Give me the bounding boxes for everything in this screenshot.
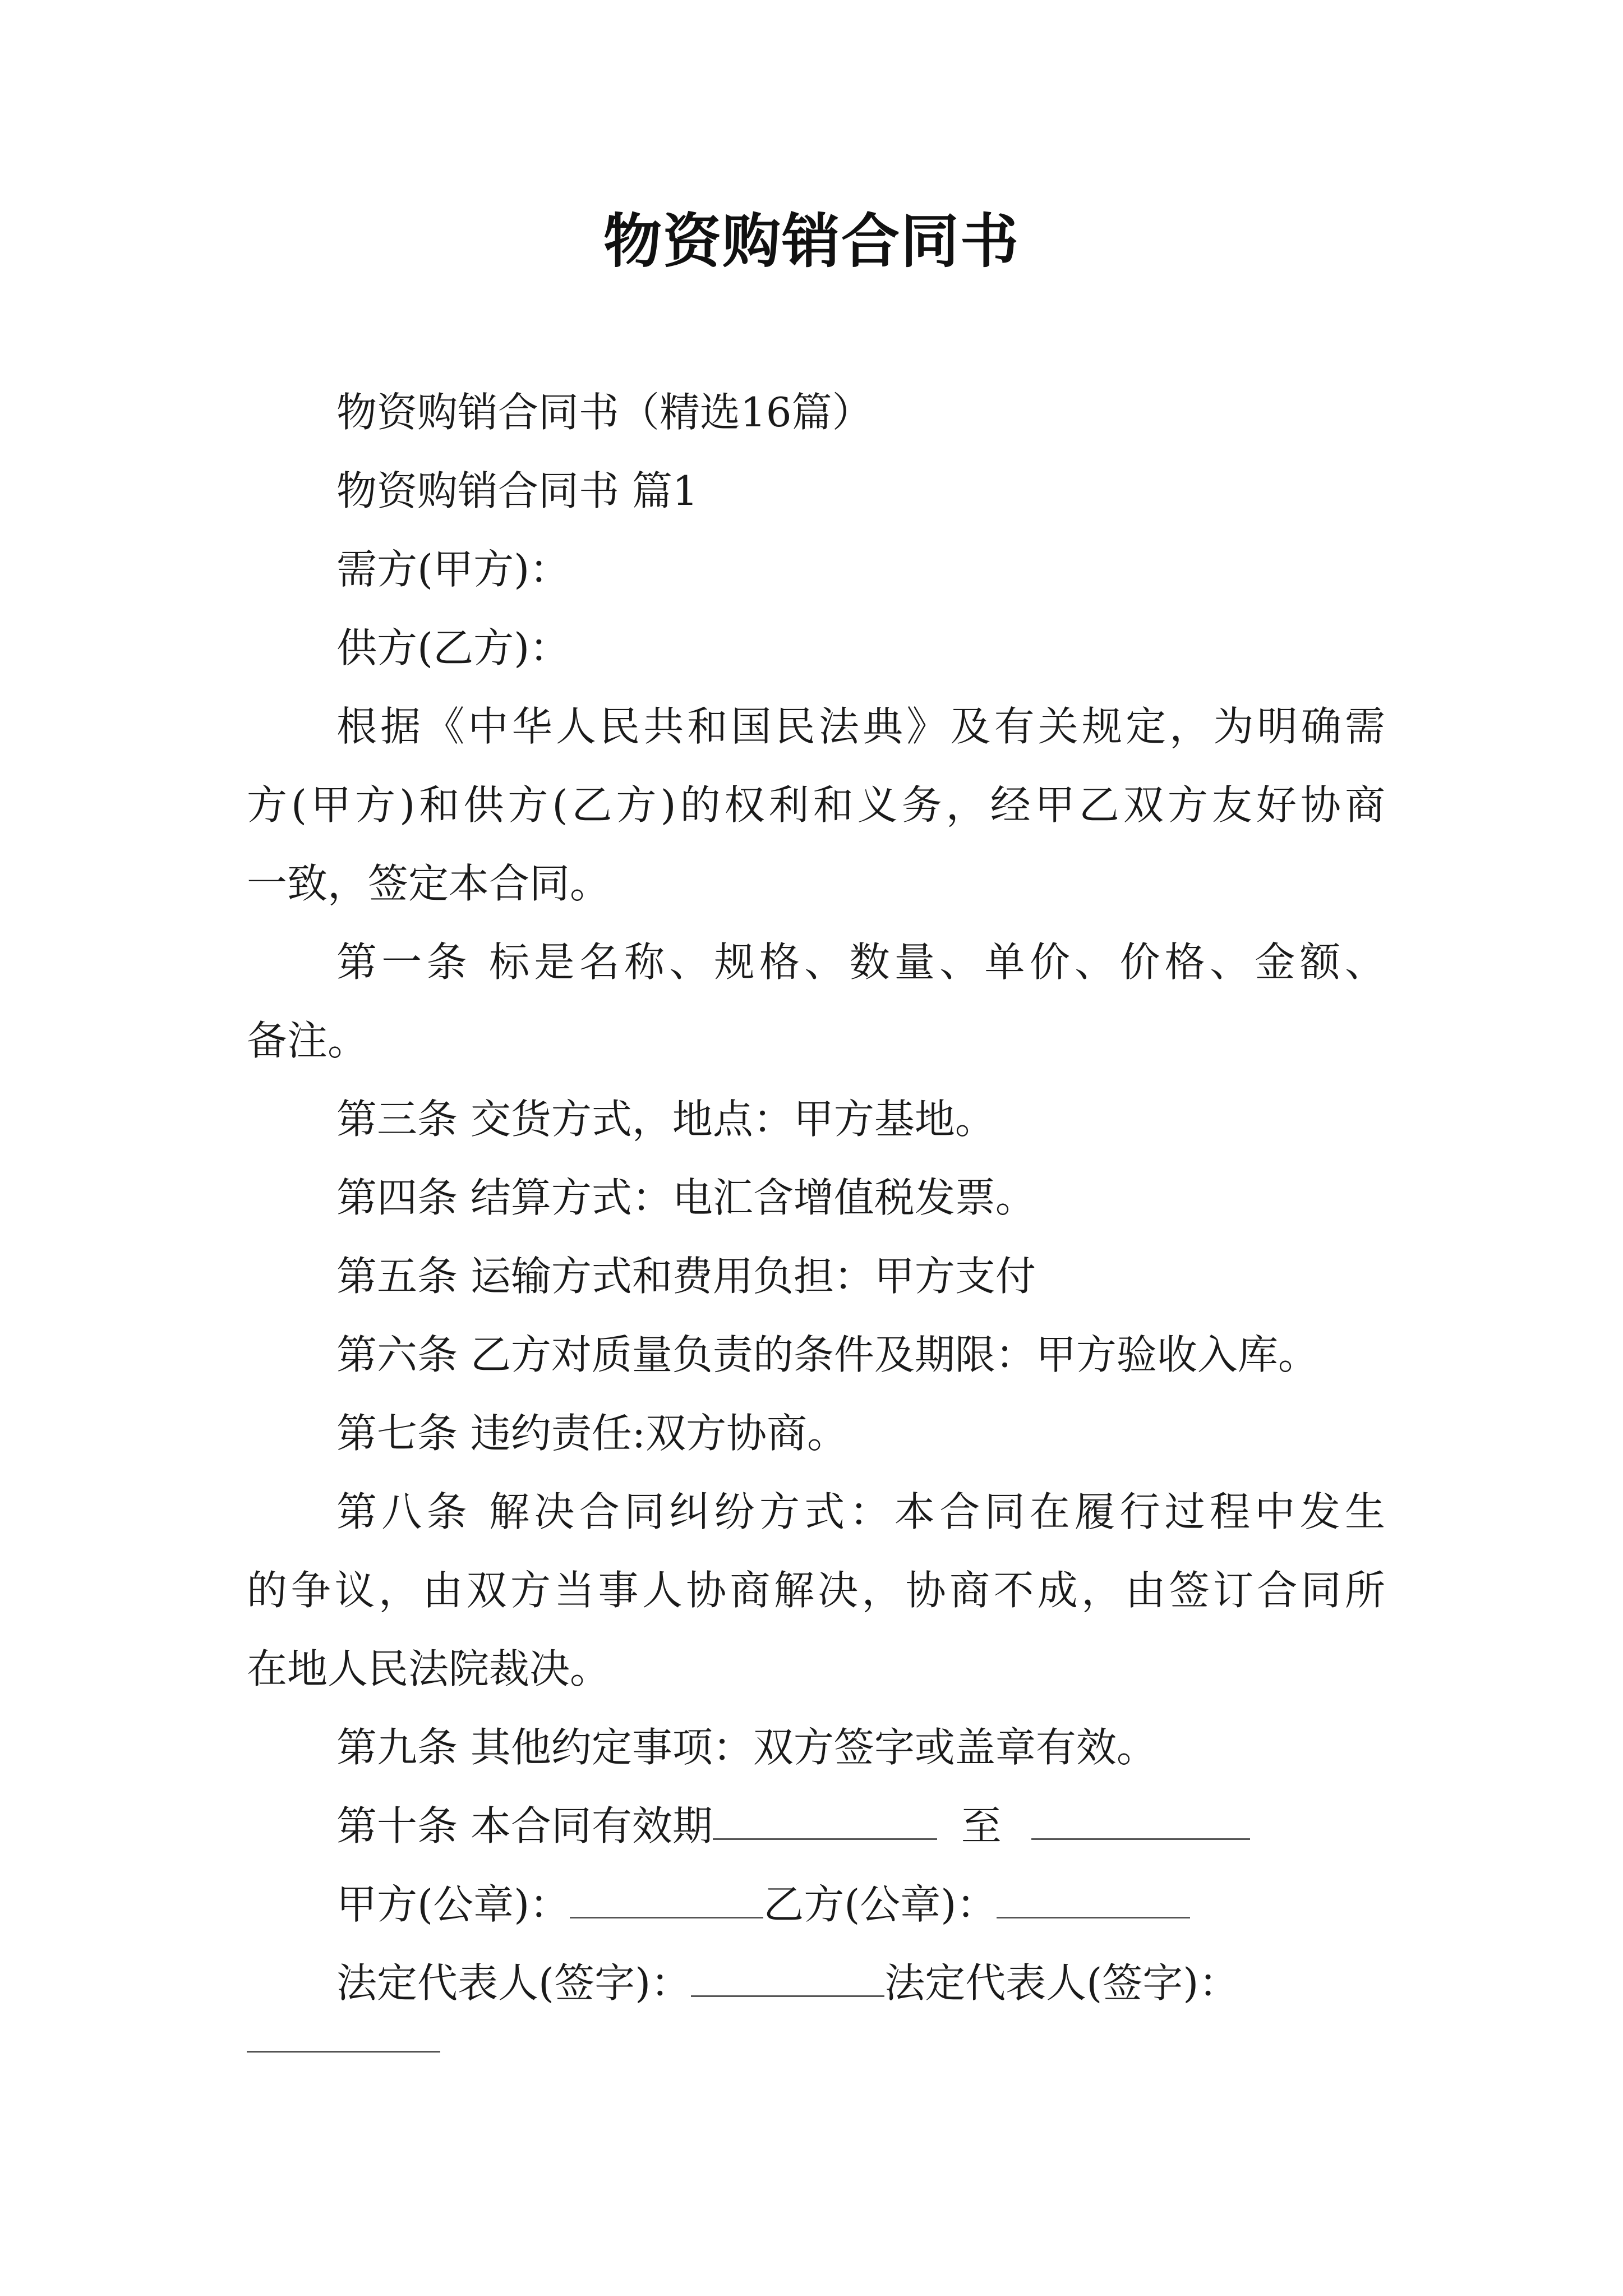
party-a-seal-label: 甲方(公章)： (336, 1881, 570, 1928)
preamble-line: 方(甲方)和供方(乙方)的权利和义务，经甲乙双方友好协商 (247, 781, 1385, 829)
validity-end-blank[interactable] (1031, 1806, 1250, 1840)
preamble-line: 根据《中华人民共和国民法典》及有关规定，为明确需 (336, 703, 1385, 750)
clause-9: 第九条 其他约定事项：双方签字或盖章有效。 (336, 1724, 1157, 1771)
representative-line (336, 1944, 1385, 2022)
clause-3: 第三条 交货方式，地点：甲方基地。 (336, 1096, 995, 1143)
clause-6: 第六条 乙方对质量负责的条件及期限：甲方验收入库。 (336, 1331, 1318, 1378)
clause-10 (336, 1787, 1385, 1865)
party-b-signature-blank[interactable] (247, 2051, 440, 2053)
party-b-seal-blank[interactable] (997, 1884, 1190, 1918)
party-a-seal-blank[interactable] (570, 1884, 763, 1918)
party-b-seal-label: 乙方(公章)： (763, 1881, 997, 1928)
party-a-signature-blank[interactable] (691, 1963, 884, 1997)
clause-8-line: 在地人民法院裁决。 (247, 1645, 611, 1692)
validity-start-blank[interactable] (713, 1806, 937, 1840)
seal-line (336, 1865, 1385, 1944)
clause-7: 第七条 违约责任:双方协商。 (336, 1410, 848, 1457)
clause-4: 第四条 结算方式：电汇含增值税发票。 (336, 1174, 1036, 1221)
clause-1-line: 第一条 标是名称、规格、数量、单价、价格、金额、 (336, 938, 1385, 986)
clause-10-prefix: 第十条 本合同有效期 (336, 1802, 713, 1849)
clause-5: 第五条 运输方式和费用负担：甲方支付 (336, 1253, 1036, 1300)
preamble-line: 一致，签定本合同。 (247, 860, 611, 907)
document-title: 物资购销合同书 (603, 206, 1020, 275)
clause-8-line: 第八条 解决合同纠纷方式：本合同在履行过程中发生 (336, 1488, 1385, 1535)
party-buyer-label: 需方(甲方)： (336, 546, 570, 593)
clause-10-to: 至 (961, 1802, 1002, 1849)
party-a-representative-label: 法定代表人(签字)： (336, 1959, 691, 2007)
party-b-representative-label: 法定代表人(签字)： (884, 1959, 1239, 2007)
party-seller-label: 供方(乙方)： (336, 624, 570, 671)
document-subtitle: 物资购销合同书（精选16篇） (336, 389, 873, 436)
clause-8-line: 的争议，由双方当事人协商解决，协商不成，由签订合同所 (247, 1567, 1385, 1614)
clause-1-line: 备注。 (247, 1017, 368, 1064)
section-heading: 物资购销合同书 篇1 (336, 467, 698, 514)
